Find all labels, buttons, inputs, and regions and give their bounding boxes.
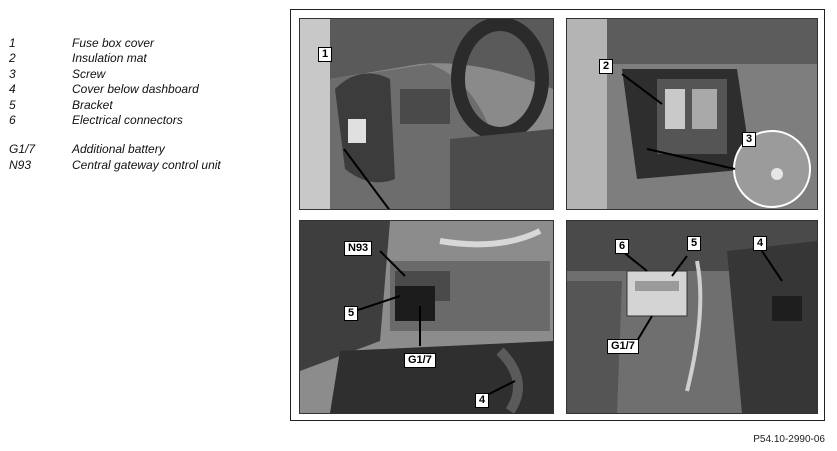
photo-gateway-bracket [299, 220, 554, 414]
callout-label: 3 [742, 132, 756, 147]
callout-label: G1/7 [607, 339, 639, 354]
callout-label: 5 [344, 306, 358, 321]
legend-item: 1 Fuse box cover [9, 36, 155, 50]
photo-dashboard-fuse-cover [299, 18, 554, 210]
callout-label: 1 [318, 47, 332, 62]
photo-insulation-mat [566, 18, 818, 210]
callout-label: 5 [687, 236, 701, 251]
legend-item: 6 Electrical connectors [9, 112, 183, 127]
figure-frame [290, 9, 825, 421]
callout-label: 6 [615, 239, 629, 254]
callout-label: G1/7 [404, 353, 436, 368]
legend-item: 4 Cover below dashboard [9, 82, 199, 97]
figure-code: P54.10-2990-06 [753, 434, 825, 445]
photo-additional-battery [566, 220, 818, 414]
callout-label: N93 [344, 241, 372, 256]
legend-item: 2 Insulation mat [9, 51, 147, 66]
legend-component: G1/7 Additional battery [9, 142, 165, 157]
legend-item: 5 Bracket [9, 97, 113, 112]
callout-label: 4 [475, 393, 489, 408]
legend-component: N93 Central gateway control unit [9, 157, 221, 172]
legend [9, 36, 279, 173]
legend-item: 3 Screw [9, 66, 106, 81]
callout-label: 4 [753, 236, 767, 251]
callout-label: 2 [599, 59, 613, 74]
